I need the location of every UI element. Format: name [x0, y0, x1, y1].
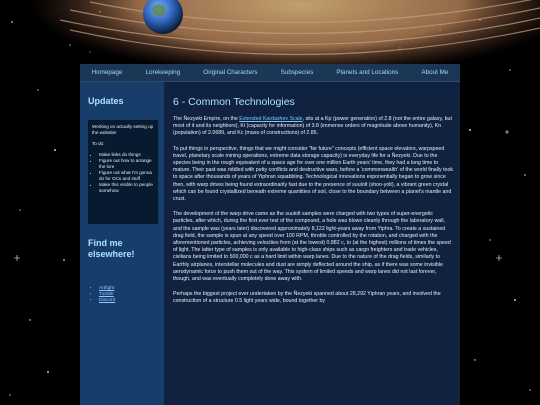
- todo-item: • Figure out what I'm gonna do for OCs and stuff: [99, 170, 155, 182]
- todo-item: • Figure out how to arrange the lore: [99, 158, 155, 170]
- updates-note: [88, 120, 158, 224]
- page-title: 6 - Common Technologies: [173, 96, 295, 108]
- nav-lorekeeping[interactable]: Lorekeeping: [145, 69, 181, 76]
- main-content: [164, 82, 460, 405]
- nav-subspecies[interactable]: Subspecies: [280, 69, 314, 76]
- updates-heading: Updates: [88, 96, 124, 106]
- link-discord[interactable]: Discord: [99, 298, 116, 303]
- todo-item: • Make this visible to people somehow: [99, 182, 155, 194]
- top-nav: [80, 64, 460, 82]
- paragraph-4: Perhaps the biggest project ever undertaken by the Ňezyeki spanned about 28,292 Yiphran years, and involved the construction of a structure 0.5 light years wide, bound together by: [173, 291, 441, 305]
- page-container: [80, 64, 460, 405]
- kardashev-scale-link[interactable]: Extended Kardashev Scale: [239, 116, 303, 122]
- note-todo-label: To do:: [92, 141, 105, 146]
- link-tumblr[interactable]: Tumblr: [99, 292, 114, 297]
- article-body: [173, 116, 455, 314]
- todo-list: [92, 152, 155, 194]
- paragraph-2: To put things in perspective, things that we might consider "far future" concepts (efficient space elevators, warpspeed travel, planetary scale mining operations, extreme data storage capacity) is everyday life for a Ňezyeki. Due to the species being in the rough equivalent of a space age for over one million Earth years' time, they had a long time to mature. Their past was riddled with petty conflicts and destructive wars, before a 'commonwealth' of the world finally took to space after thousands of years of Yiphran squabbling. Technological innovations exponentially began to grow since then, with warp drives being found extraordinarily fast due to the presence of suulolt (shoo-yolt), a vibrant green crystal which can be found crystallized beneath extreme quantities of soil, close to the boundary between a planet's mantle and crust.: [173, 145, 453, 203]
- nav-original-characters[interactable]: Original Characters: [203, 69, 258, 76]
- find-me-heading: Find me elsewhere!: [88, 238, 135, 259]
- paragraph-1: The Ňezyeki Empire, on the Extended Kardashev Scale, sits at a Kp (power generation) of 2.8 (not the entire galaxy, but most of it and its neighbors), Ki (capacity for information) of 3.8 (immense orders of magnitude above humanity), Kn (population) of 2.0689, and Kc (mass of constructions) of 2.85.: [173, 116, 452, 137]
- nav-planets-and-locations[interactable]: Planets and Locations: [336, 69, 399, 76]
- nav-about-me[interactable]: About Me: [421, 69, 449, 76]
- sidebar: [80, 82, 164, 405]
- external-links: [92, 286, 115, 304]
- nav-homepage[interactable]: Homepage: [91, 69, 123, 76]
- todo-item: • Make links do things: [99, 152, 155, 158]
- planet-banner: [0, 0, 540, 64]
- note-intro: Working on actually setting up the website!: [92, 124, 154, 135]
- link-artfight[interactable]: Artfight: [99, 286, 115, 291]
- paragraph-3: The development of the warp drive came as the suulolt samples were charged with two types of super-energetic particles, after which, during the first ever test of the compound, a hole was blown cleanly through the laboratory wall, and the sample was (years later) discovered approximately 8,122 light-years away from Yiphra. To create a sustained drag field, the sample is spun at any speed over 100 RPM, throttle controlled by the rotation, and charged with the aforementioned particles, achieving velocities from (at the lowest) 0.882 c, to (at the highest) millions of times the speed of light. The latter type of samples is only available to high-class ships such as cargo freighters and trade vehicles, civilians being limited to 500,000 c as a hard limit within warp lanes. Due to the nature of the drag fields, similarly to Earthly airplanes, interstellar molecules and dust are simply deflected around the ship, as if there was some invisible aerodynamic force to push them out of the way. This system of limited speeds and warp lanes did not last forever, though, and was eventually completely done away with.: [173, 211, 451, 283]
